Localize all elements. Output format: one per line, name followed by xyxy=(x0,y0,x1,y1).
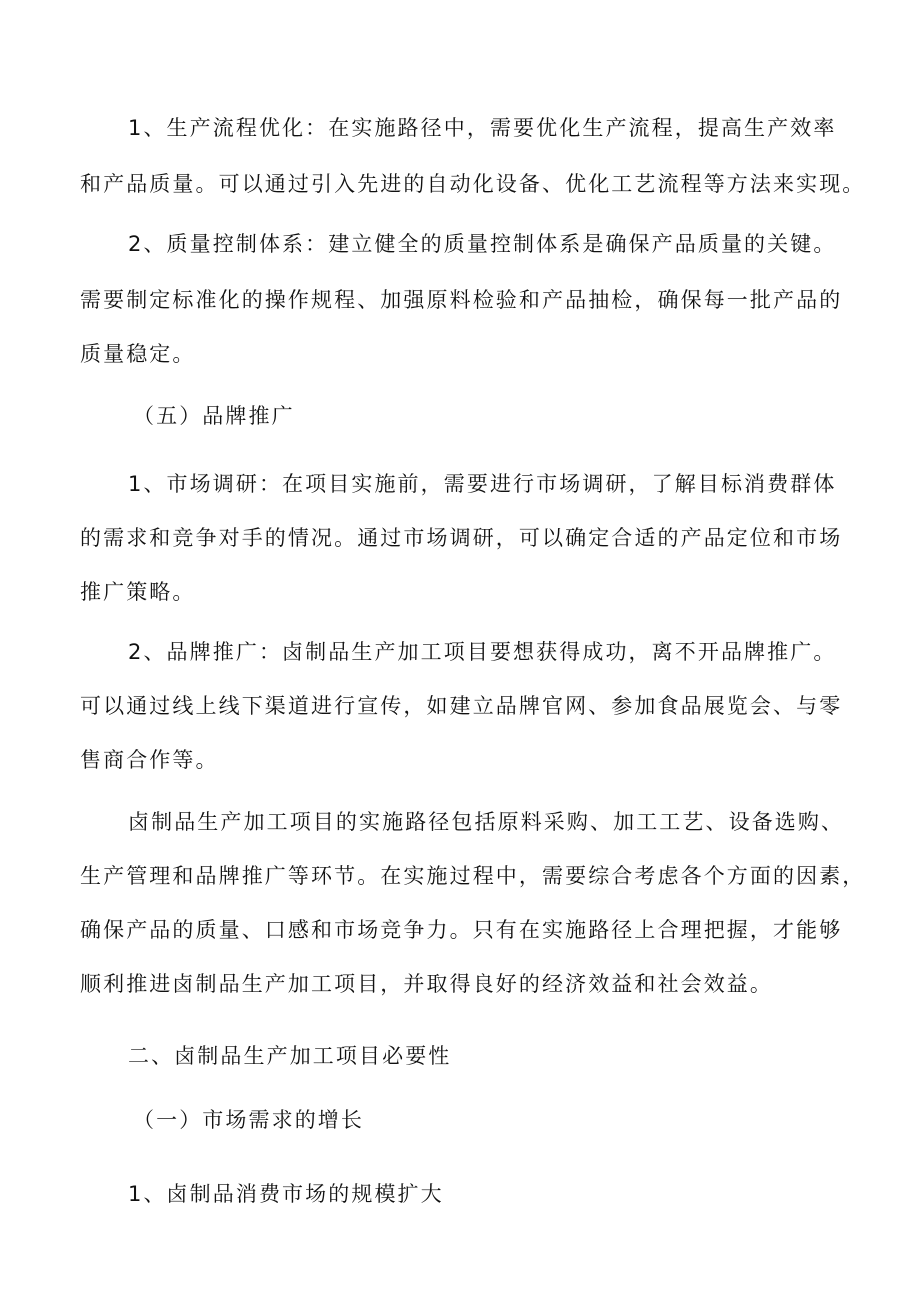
paragraph-5-line-2: 生产管理和品牌推广等环节。在实施过程中，需要综合考虑各个方面的因素， xyxy=(80,864,866,888)
paragraph-5-line-1: 卤制品生产加工项目的实施路径包括原料采购、加工工艺、设备选购、 xyxy=(128,810,845,834)
paragraph-2-line-3: 质量稳定。 xyxy=(80,342,196,366)
paragraph-4-line-1: 2、品牌推广：卤制品生产加工项目要想获得成功，离不开品牌推广。 xyxy=(128,640,837,664)
paragraph-5-line-3: 确保产品的质量、口感和市场竞争力。只有在实施路径上合理把握，才能够 xyxy=(80,918,843,942)
paragraph-4-line-2: 可以通过线上线下渠道进行宣传，如建立品牌官网、参加食品展览会、与零 xyxy=(80,694,843,718)
paragraph-4-line-3: 售商合作等。 xyxy=(80,748,219,772)
paragraph-1-line-1: 1、生产流程优化：在实施路径中，需要优化生产流程，提高生产效率 xyxy=(128,116,837,140)
paragraph-3-line-1: 1、市场调研：在项目实施前，需要进行市场调研，了解目标消费群体 xyxy=(128,472,837,496)
paragraph-2-line-2: 需要制定标准化的操作规程、加强原料检验和产品抽检，确保每一批产品的 xyxy=(80,288,843,312)
paragraph-3-line-2: 的需求和竞争对手的情况。通过市场调研，可以确定合适的产品定位和市场 xyxy=(80,526,843,550)
chapter-heading-necessity: 二、卤制品生产加工项目必要性 xyxy=(128,1044,452,1068)
section-heading-brand-promotion: （五）品牌推广 xyxy=(133,404,295,428)
paragraph-2-line-1: 2、质量控制体系：建立健全的质量控制体系是确保产品质量的关键。 xyxy=(128,232,837,256)
paragraph-5-line-4: 顺利推进卤制品生产加工项目，并取得良好的经济效益和社会效益。 xyxy=(80,972,773,996)
paragraph-1-line-2: 和产品质量。可以通过引入先进的自动化设备、优化工艺流程等方法来实现。 xyxy=(80,172,866,196)
paragraph-3-line-3: 推广策略。 xyxy=(80,580,196,604)
subheading-market-scale: 1、卤制品消费市场的规模扩大 xyxy=(128,1182,444,1206)
section-heading-market-demand: （一）市场需求的增长 xyxy=(133,1108,364,1132)
